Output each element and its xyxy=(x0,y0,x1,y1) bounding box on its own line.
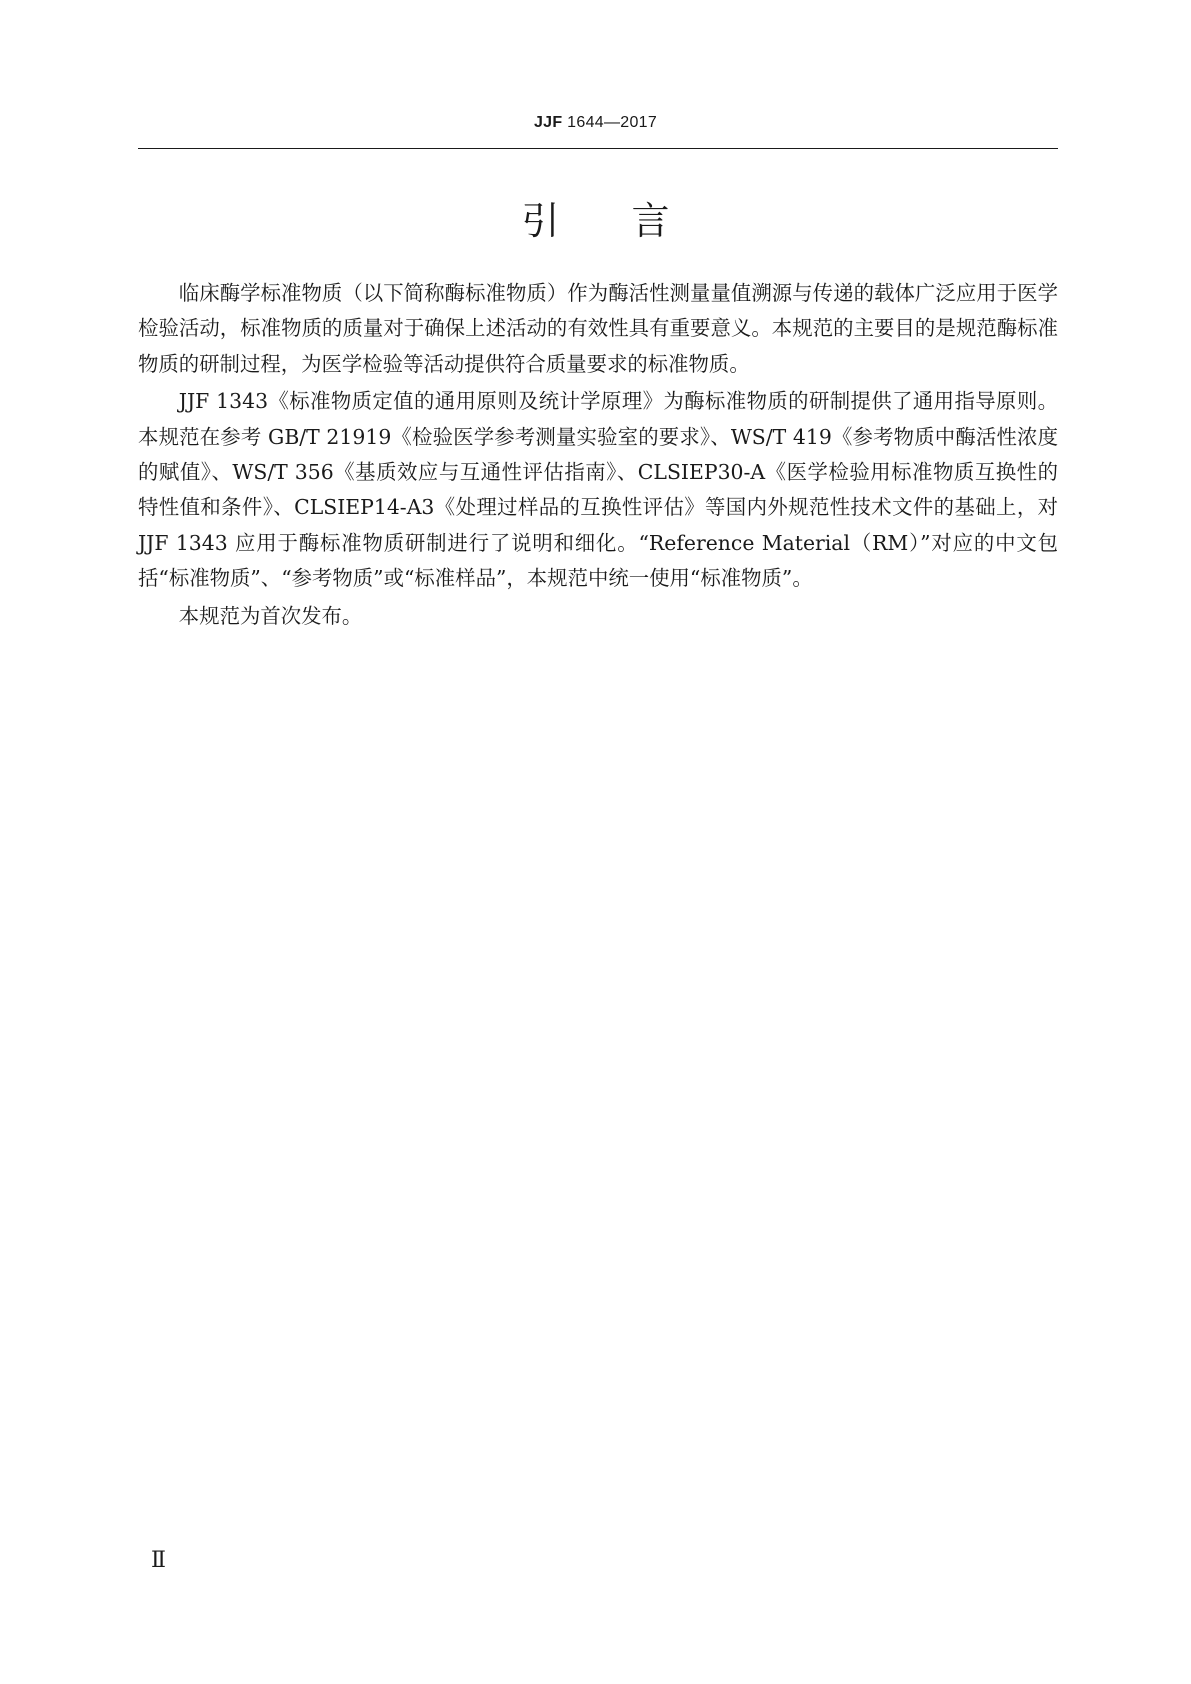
paragraph-references: JJF 1343《标准物质定值的通用原则及统计学原理》为酶标准物质的研制提供了通用指导原则。本规范在参考 GB/T 21919《检验医学参考测量实验室的要求》、WS/T 419《参考物质中酶活性浓度的赋值》、WS/T 356《基质效应与互通性评估指南》、CLSIEP30-A《医学检验用标准物质互换性的特性值和条件》、CLSIEP14-A3《处理过样品的互换性评估》等国内外规范性技术文件的基础上，对 JJF 1343 应用于酶标准物质研制进行了说明和细化。“Reference Material（RM）”对应的中文包括“标准物质”、“参考物质”或“标准样品”，本规范中统一使用“标准物质”。 xyxy=(138,389,1058,591)
page-number: Ⅱ xyxy=(151,1548,166,1573)
standard-prefix: JJF xyxy=(533,114,563,131)
body-text xyxy=(138,276,1058,636)
section-title: 引言 xyxy=(521,199,742,243)
paragraph-intro: 临床酶学标准物质（以下简称酶标准物质）作为酶活性测量量值溯源与传递的载体广泛应用于医学检验活动，标准物质的质量对于确保上述活动的有效性具有重要意义。本规范的主要目的是规范酶标准物质的研制过程，为医学检验等活动提供符合质量要求的标准物质。 xyxy=(138,281,1058,376)
running-header xyxy=(0,114,1191,132)
paragraph-release-note: 本规范为首次发布。 xyxy=(178,603,363,628)
header-divider xyxy=(138,148,1058,149)
standard-number: 1644—2017 xyxy=(562,114,658,131)
